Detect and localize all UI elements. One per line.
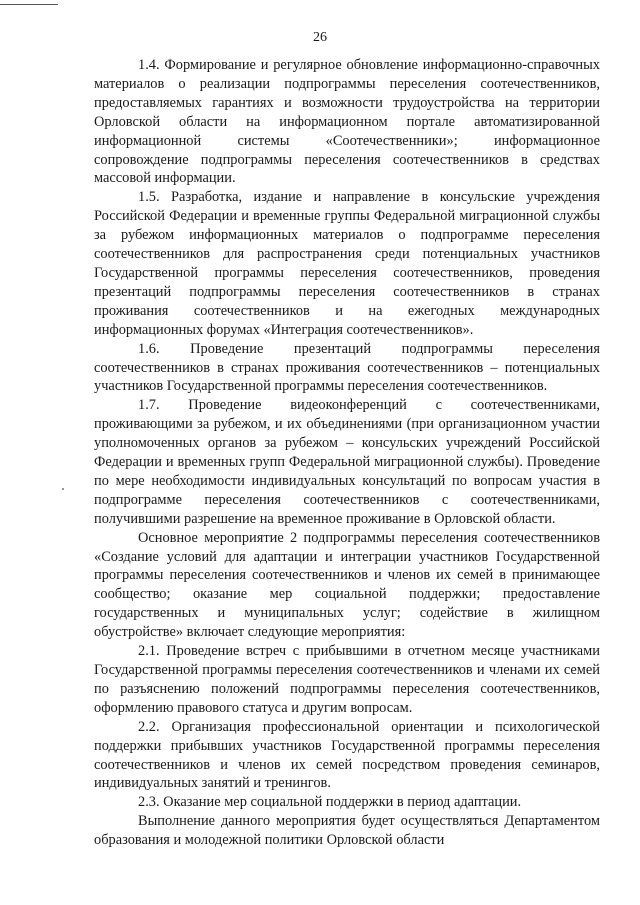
paragraph-1-6: 1.6. Проведение презентаций подпрограммы переселения соотечественников в странах проживания соотечественников – потенциальных участников Государственной программы переселения соотечественников. bbox=[94, 340, 600, 395]
paragraph-1-5: 1.5. Разработка, издание и направление в консульские учреждения Российской Федерации и временные группы Федеральной миграционной службы за рубежом информационных материалов о подпрограмме переселения соотечественников для распространения среди потенциальных участников Государственной программы переселения соотечественников, проведения презентаций подпрограммы переселения соотечественников в странах проживания соотечественников и на ежегодных международных информационных форумах «Интеграция соотечественников». bbox=[94, 189, 600, 338]
document-body bbox=[94, 56, 600, 850]
paragraph-2-1: 2.1. Проведение встреч с прибывшими в отчетном месяце участниками Государственной программы переселения соотечественников и членами их семей по разъяснению положений подпрограммы переселения соотечественников, оформлению правового статуса и другим вопросам. bbox=[94, 643, 600, 716]
scan-edge-mark bbox=[0, 4, 58, 5]
paragraph-main-activity-2: Основное мероприятие 2 подпрограммы переселения соотечественников «Создание условий для адаптации и интеграции участников Государственной программы переселения соотечественников и членов их семей в принимающее сообщество; оказание мер социальной поддержки; предоставление государственных и муниципальных услуг; содействие в жилищном обустройстве» включает следующие мероприятия: bbox=[94, 529, 600, 641]
paragraph-2-3: 2.3. Оказание мер социальной поддержки в период адаптации. bbox=[138, 794, 522, 811]
paragraph-1-4: 1.4. Формирование и регулярное обновление информационно-справочных материалов о реализации подпрограммы переселения соотечественников, предоставляемых гарантиях и возможности трудоустройства на территории Орловской области на информационном портале автоматизированной информационной системы «Соотечественники»; информационное сопровождение подпрограммы переселения соотечественников в средствах массовой информации. bbox=[94, 57, 600, 187]
scan-speck bbox=[62, 488, 64, 490]
paragraph-2-2: 2.2. Организация профессиональной ориентации и психологической поддержки прибывших участников Государственной программы переселения соотечественников и членов их семей посредством проведения семинаров, индивидуальных занятий и тренингов. bbox=[94, 718, 600, 792]
page-number: 26 bbox=[313, 30, 327, 45]
paragraph-1-7: 1.7. Проведение видеоконференций с соотечественниками, проживающими за рубежом, и их объединениями (при организационном участии уполномоченных органов за рубежом – консульских учреждений Российской Федерации и временных групп Федеральной миграционной службы). Проведение по мере необходимости индивидуальных консультаций по вопросам участия в подпрограмме переселения соотечественников с соотечественниками, получившими разрешение на временное проживание в Орловской области. bbox=[94, 397, 600, 527]
paragraph-execution: Выполнение данного мероприятия будет осуществляться Департаментом образования и молодежной политики Орловской области bbox=[94, 813, 600, 849]
